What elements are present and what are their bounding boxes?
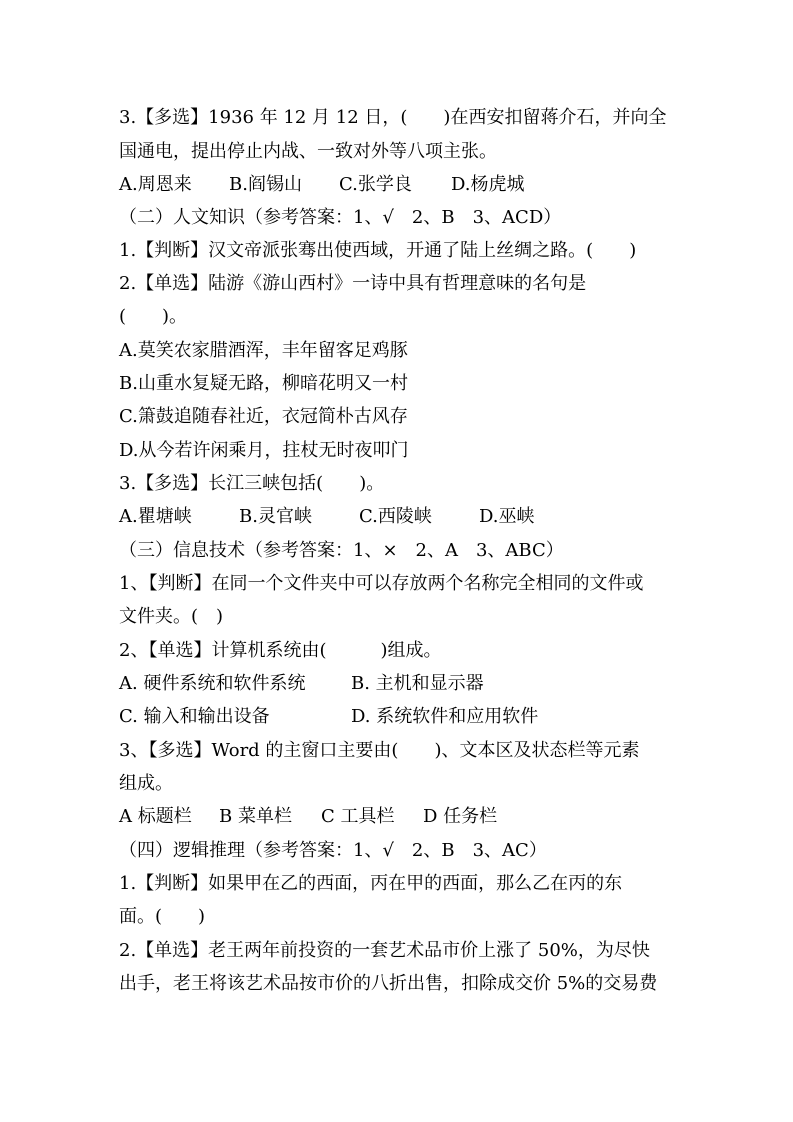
section4-q2-line1: 2.【单选】老王两年前投资的一套艺术品市价上涨了 50%，为尽快 [119, 940, 650, 961]
option-c: C. 输入和输出设备 [119, 706, 270, 727]
section3-q3-line1: 3、【多选】Word 的主窗口主要由( )、文本区及状态栏等元素 [119, 740, 640, 761]
option-a: A.周恩来 [119, 174, 192, 195]
section3-q1-line1: 1、【判断】在同一个文件夹中可以存放两个名称完全相同的文件或 [119, 573, 644, 594]
section4-q1-line1: 1.【判断】如果甲在乙的西面，丙在甲的西面，那么乙在丙的东 [119, 873, 623, 894]
option-d: D 任务栏 [423, 806, 498, 827]
option-a: A.瞿塘峡 [119, 506, 192, 527]
option-b: B 菜单栏 [219, 806, 292, 827]
option-a: A 标题栏 [119, 806, 192, 827]
section3-q2-options-ab [119, 673, 484, 695]
option-d: D. 系统软件和应用软件 [351, 706, 539, 727]
option-b: B.灵官峡 [239, 506, 312, 527]
history-q3-line2: 国通电，提出停止内战、一致对外等八项主张。 [119, 141, 497, 162]
section4-heading: （四）逻辑推理（参考答案：1、√ 2、B 3、AC） [119, 840, 547, 861]
option-d: D.杨虎城 [451, 174, 525, 195]
option-c: C.西陵峡 [359, 506, 432, 527]
section3-heading: （三）信息技术（参考答案：1、× 2、A 3、ABC） [119, 540, 564, 561]
section4-q1-line2: 面。( ) [119, 906, 206, 927]
history-q3-line1: 3.【多选】1936 年 12 月 12 日，( )在西安扣留蒋介石，并向全 [119, 107, 667, 128]
section2-q3: 3.【多选】长江三峡包括( )。 [119, 473, 385, 494]
option-c: C 工具栏 [321, 806, 395, 827]
section3-q3-options [119, 806, 497, 828]
history-q3-options [119, 174, 525, 196]
section3-q3-line2: 组成。 [119, 773, 173, 794]
section3-q2-options-cd [119, 706, 538, 728]
section2-q2-option-c: C.箫鼓追随春社近，衣冠简朴古风存 [119, 406, 408, 427]
section2-q2-option-d: D.从今若许闲乘月，拄杖无时夜叩门 [119, 440, 409, 461]
section2-heading: （二）人文知识（参考答案：1、√ 2、B 3、ACD） [119, 207, 562, 228]
option-b: B.阎锡山 [229, 174, 302, 195]
option-b: B. 主机和显示器 [351, 673, 484, 694]
option-c: C.张学良 [339, 174, 412, 195]
section2-q2-line2: ( )。 [119, 306, 188, 327]
section4-q2-line2: 出手，老王将该艺术品按市价的八折出售，扣除成交价 5%的交易费 [119, 973, 658, 994]
section2-q2-option-b: B.山重水复疑无路，柳暗花明又一村 [119, 373, 408, 394]
section2-q3-options [119, 506, 535, 528]
section2-q2-option-a: A.莫笑农家腊酒浑，丰年留客足鸡豚 [119, 340, 408, 361]
section3-q1-line2: 文件夹。( ) [119, 606, 224, 627]
section2-q1: 1.【判断】汉文帝派张骞出使西域，开通了陆上丝绸之路。( ) [119, 240, 637, 261]
option-a: A. 硬件系统和软件系统 [119, 673, 306, 694]
option-d: D.巫峡 [479, 506, 535, 527]
section3-q2: 2、【单选】计算机系统由( )组成。 [119, 640, 442, 661]
section2-q2-line1: 2.【单选】陆游《游山西村》一诗中具有哲理意味的名句是 [119, 273, 587, 294]
